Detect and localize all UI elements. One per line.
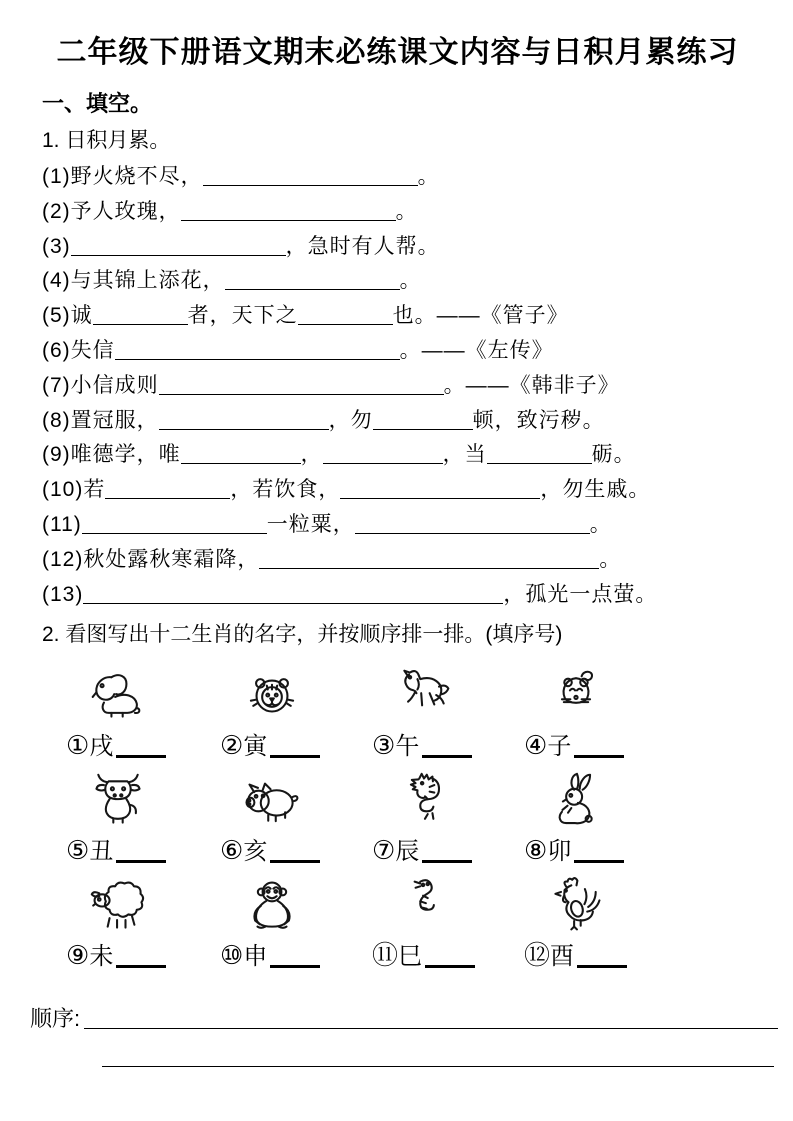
zodiac-label-dog (66, 726, 220, 766)
zodiac-answer-blank[interactable] (270, 964, 320, 968)
order-answer-blank-1[interactable] (84, 1027, 778, 1029)
question-text: (9)唯德学，唯 (42, 443, 181, 467)
zodiac-item-snake (372, 871, 524, 976)
zodiac-label-snake (372, 936, 524, 976)
question-text: (11) (42, 512, 82, 536)
zodiac-label-dragon (372, 831, 524, 871)
question-text: ，勿 (328, 408, 373, 432)
answer-blank[interactable] (373, 428, 473, 430)
question-text: (10)若 (42, 478, 106, 502)
zodiac-answer-blank[interactable] (574, 754, 624, 758)
zodiac-answer-blank[interactable] (116, 964, 166, 968)
section-1-heading: 一、填空。 (42, 91, 153, 116)
question-text: 也。——《管子》 (392, 304, 569, 328)
zodiac-number: ⑪ (372, 940, 399, 971)
question-text: 。 (417, 165, 440, 188)
zodiac-branch-char: 子 (547, 733, 572, 761)
order-label: 顺序: (30, 1006, 81, 1032)
question-text: 顿，致污秽。 (472, 408, 605, 432)
zodiac-answer-blank[interactable] (422, 754, 472, 758)
question-text: 。 (399, 269, 422, 293)
snake-icon (372, 871, 476, 936)
zodiac-item-rabbit (524, 766, 694, 871)
answer-blank[interactable] (259, 567, 599, 569)
zodiac-label-rooster (524, 936, 694, 976)
ox-icon (66, 766, 170, 831)
question-text: (2)予人玫瑰， (42, 199, 181, 223)
zodiac-label-ox (66, 831, 220, 871)
subsection-2-label: 2. 看图写出十二生肖的名字，并按顺序排一排。(填序号) (42, 623, 563, 647)
zodiac-branch-char: 寅 (243, 733, 268, 761)
rabbit-icon (524, 766, 628, 831)
zodiac-branch-char: 酉 (550, 943, 575, 971)
question-line-11 (42, 508, 753, 543)
zodiac-answer-blank[interactable] (577, 964, 627, 968)
zodiac-branch-char: 巳 (398, 943, 423, 971)
answer-blank[interactable] (93, 323, 188, 325)
question-line-2 (42, 195, 753, 230)
zodiac-item-dragon (372, 766, 524, 871)
rat-icon (524, 661, 628, 726)
tiger-icon (220, 661, 324, 726)
answer-blank[interactable] (71, 254, 286, 256)
zodiac-number: ⑥ (220, 835, 244, 866)
question-lines (42, 160, 753, 612)
zodiac-branch-char: 午 (395, 733, 420, 761)
question-text: (7)小信成则 (42, 373, 159, 397)
zodiac-item-rat (524, 661, 694, 766)
question-text: (3) (42, 234, 71, 258)
zodiac-branch-char: 丑 (89, 838, 114, 866)
question-line-9 (42, 438, 753, 473)
question-text: ，勿生戚。 (540, 478, 651, 502)
question-text: (8)置冠服， (42, 408, 159, 432)
zodiac-label-rat (524, 726, 694, 766)
zodiac-item-pig (220, 766, 372, 871)
question-line-6 (42, 334, 753, 369)
answer-blank[interactable] (340, 497, 540, 499)
zodiac-number: ③ (372, 730, 396, 761)
question-line-12 (42, 543, 753, 578)
zodiac-answer-blank[interactable] (116, 754, 166, 758)
question-text: 砺。 (591, 443, 636, 467)
question-line-1 (42, 160, 753, 195)
order-section (30, 1006, 753, 1067)
question-line-10 (42, 473, 753, 508)
zodiac-number: ⑨ (66, 940, 90, 971)
order-answer-blank-2[interactable] (102, 1065, 774, 1067)
zodiac-answer-blank[interactable] (422, 859, 472, 863)
zodiac-branch-char: 申 (243, 943, 268, 971)
zodiac-item-dog (66, 661, 220, 766)
question-line-8 (42, 404, 753, 439)
zodiac-grid (42, 661, 753, 976)
zodiac-number: ⑤ (66, 835, 90, 866)
zodiac-number: ⑩ (220, 940, 244, 971)
question-text: (6)失信 (42, 338, 115, 362)
dragon-icon (372, 766, 476, 831)
answer-blank[interactable] (203, 184, 418, 186)
answer-blank[interactable] (323, 462, 443, 464)
answer-blank[interactable] (83, 602, 503, 604)
answer-blank[interactable] (82, 532, 267, 534)
question-text: 。——《左传》 (399, 338, 554, 362)
question-text: 。 (395, 199, 418, 223)
zodiac-answer-blank[interactable] (270, 754, 320, 758)
answer-blank[interactable] (181, 462, 301, 464)
answer-blank[interactable] (225, 288, 400, 290)
subsection-1-label: 1. 日积月累。 (42, 129, 171, 152)
zodiac-branch-char: 未 (89, 943, 114, 971)
question-text: 一粒粟， (266, 512, 355, 536)
question-line-5 (42, 299, 753, 334)
zodiac-label-horse (372, 726, 524, 766)
sheep-icon (66, 871, 170, 936)
question-text: ，若饮食， (230, 478, 341, 502)
question-line-3 (42, 230, 753, 265)
zodiac-item-ox (66, 766, 220, 871)
zodiac-number: ⑦ (372, 835, 396, 866)
answer-blank[interactable] (181, 219, 396, 221)
pig-icon (220, 766, 324, 831)
dog-icon (66, 661, 170, 726)
question-text: (4)与其锦上添花， (42, 269, 225, 293)
zodiac-label-sheep (66, 936, 220, 976)
zodiac-number: ② (220, 730, 244, 761)
answer-blank[interactable] (298, 323, 393, 325)
zodiac-item-monkey (220, 871, 372, 976)
question-text: 者，天下之 (187, 304, 298, 328)
zodiac-branch-char: 辰 (395, 838, 420, 866)
zodiac-number: ⑫ (524, 940, 551, 971)
answer-blank[interactable] (159, 428, 329, 430)
order-row (30, 1006, 778, 1032)
zodiac-label-rabbit (524, 831, 694, 871)
question-text: ，孤光一点萤。 (503, 582, 658, 606)
question-text: ，当 (442, 443, 487, 467)
question-line-7 (42, 369, 753, 404)
question-text: (13) (42, 582, 84, 606)
zodiac-number: ⑧ (524, 835, 548, 866)
zodiac-branch-char: 卯 (547, 838, 572, 866)
zodiac-number: ① (66, 730, 90, 761)
answer-blank[interactable] (105, 497, 230, 499)
question-text: ，急时有人帮。 (285, 234, 440, 258)
zodiac-branch-char: 亥 (243, 838, 268, 866)
question-line-13 (42, 578, 753, 613)
zodiac-answer-blank[interactable] (116, 859, 166, 863)
zodiac-item-rooster (524, 871, 694, 976)
question-text: (12)秋处露秋寒霜降， (42, 547, 260, 571)
zodiac-item-horse (372, 661, 524, 766)
zodiac-number: ④ (524, 730, 548, 761)
rooster-icon (524, 871, 628, 936)
page-title: 二年级下册语文期末必练课文内容与日积月累练习 (56, 36, 739, 69)
zodiac-branch-char: 戌 (89, 733, 114, 761)
zodiac-item-sheep (66, 871, 220, 976)
zodiac-label-monkey (220, 936, 372, 976)
answer-blank[interactable] (115, 358, 400, 360)
question-text: 。 (589, 512, 612, 536)
answer-blank[interactable] (355, 532, 590, 534)
zodiac-label-pig (220, 831, 372, 871)
horse-icon (372, 661, 476, 726)
question-text: 。——《韩非子》 (443, 373, 620, 397)
question-text: ， (300, 443, 323, 467)
question-text: (5)诚 (42, 304, 93, 328)
zodiac-answer-blank[interactable] (574, 859, 624, 863)
answer-blank[interactable] (487, 462, 592, 464)
question-text: 。 (599, 547, 622, 571)
monkey-icon (220, 871, 324, 936)
answer-blank[interactable] (159, 393, 444, 395)
zodiac-answer-blank[interactable] (425, 964, 475, 968)
zodiac-answer-blank[interactable] (270, 859, 320, 863)
zodiac-label-tiger (220, 726, 372, 766)
question-text: (1)野火烧不尽， (42, 165, 203, 188)
zodiac-item-tiger (220, 661, 372, 766)
question-line-4 (42, 264, 753, 299)
